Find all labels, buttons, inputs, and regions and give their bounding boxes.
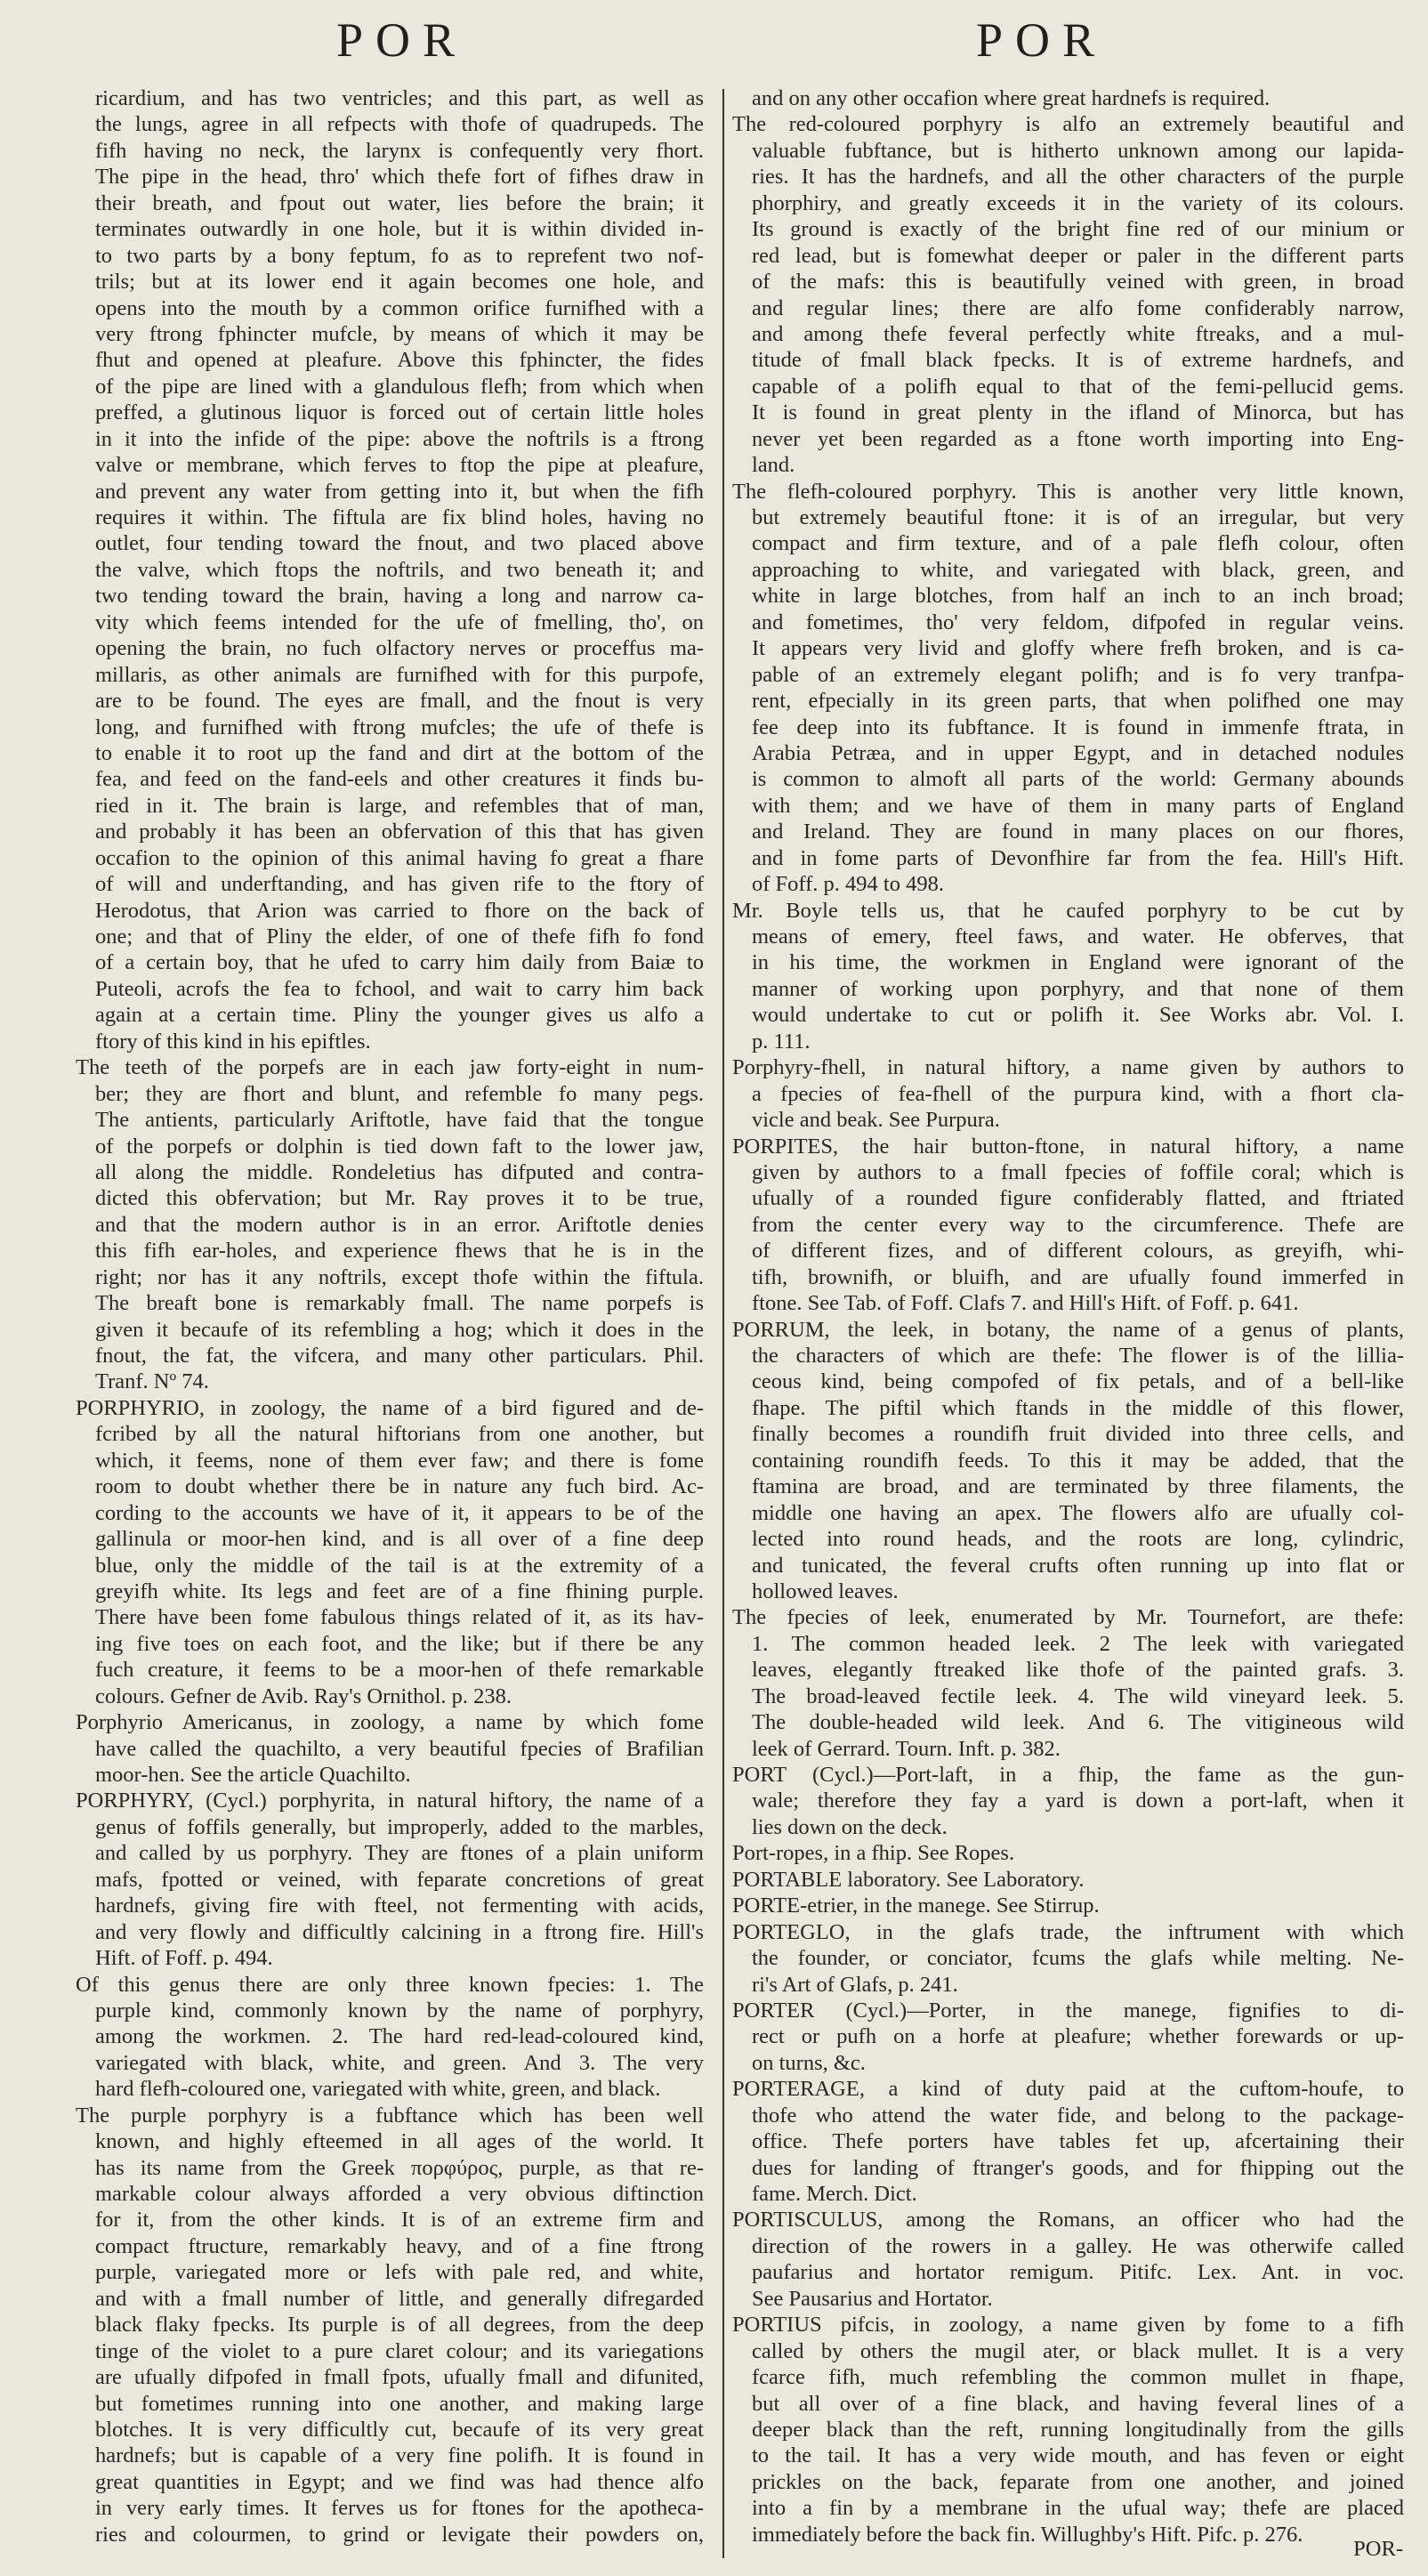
text-line: genus of foffils generally, but improperly, added to the marbles, <box>95 1814 704 1839</box>
text-line: PORTISCULUS, among the Romans, an officer who had the <box>732 2208 1404 2233</box>
text-line: very ftrong fphincter mufcle, by means of which it may be <box>95 321 704 346</box>
text-line: of the pipe are lined with a glandulous flefh; from which when <box>95 374 704 399</box>
text-line: has its name from the Greek πορφύρος, purple, as that re- <box>95 2155 704 2180</box>
text-line: great quantities in Egypt; and we find was had thence alfo <box>95 2469 704 2494</box>
text-line: given it becaufe of its refembling a hog; which it does in the <box>95 1317 704 1342</box>
text-line: opens into the mouth by a common orifice furnifhed with a <box>95 295 704 320</box>
text-line: known, and highly efteemed in all ages of the world. It <box>95 2129 704 2154</box>
text-line: two tending toward the brain, having a long and narrow ca- <box>95 584 704 609</box>
entry-paragraph <box>76 1972 704 2103</box>
text-line: ftamina are broad, and are terminated by three filaments, the <box>752 1474 1404 1499</box>
text-line: PORPHYRY, (Cycl.) porphyrita, in natural hiftory, the name of a <box>76 1789 704 1813</box>
text-line: PORTABLE laboratory. See Laboratory. <box>732 1867 1085 1892</box>
entry-paragraph <box>732 1762 1404 1840</box>
text-line: and probably it has been an obfervation of this that has given <box>95 820 704 844</box>
text-line: ing five toes on each foot, and the like; but if there be any <box>95 1631 704 1656</box>
text-line: The flefh-coloured porphyry. This is another very little known, <box>732 479 1404 504</box>
text-line: ries. It has the hardnefs, and all the other characters of the purple <box>752 165 1404 190</box>
text-line: to enable it to root up the fand and dirt at the bottom of the <box>95 740 704 765</box>
text-line: fhape. The piftil which ftands in the middle of this flower, <box>752 1395 1404 1420</box>
text-line: thofe who attend the water fide, and belong to the package- <box>752 2103 1404 2128</box>
text-line: PORT (Cycl.)—Port-laft, in a fhip, the fame as the gun- <box>732 1763 1404 1787</box>
entry-paragraph <box>95 85 704 1054</box>
text-line: paufarius and hortator remigum. Pitifc. Lex. Ant. in voc. <box>752 2260 1404 2285</box>
text-line: Puteoli, acrofs the fea to fchool, and wait to carry him back <box>95 976 704 1001</box>
text-line: ceous kind, being compofed of fix petals, and of a bell-like <box>752 1369 1404 1394</box>
text-line: vity which feems intended for the ufe of fmelling, tho', on <box>95 610 704 634</box>
entry-paragraph <box>76 1395 704 1709</box>
text-line: manner of working upon porphyry, and that none of them <box>752 976 1404 1001</box>
text-line: PORPHYRIO, in zoology, the name of a bird figured and de- <box>76 1395 704 1420</box>
text-line: ftory of this kind in his epiftles. <box>95 1029 371 1054</box>
text-line: ftone. See Tab. of Foff. Clafs 7. and Hill's Hift. of Foff. p. 641. <box>752 1291 1299 1316</box>
text-line: fcarce fifh, much refembling the common mullet in fhape, <box>752 2365 1404 2390</box>
text-line: and in fome parts of Devonfhire far from the fea. Hill's Hift. <box>752 845 1404 870</box>
text-line: which, it feems, none of them ever faw; and there is fome <box>95 1448 704 1473</box>
text-line: lies down on the deck. <box>752 1814 948 1839</box>
text-line: cording to the accounts we have of it, it appears to be of the <box>95 1500 704 1525</box>
entry-paragraph <box>732 1134 1404 1317</box>
text-line: PORRUM, the leek, in botany, the name of a genus of plants, <box>732 1317 1404 1342</box>
text-line: fea, and feed on the fand-eels and other creatures it finds bu- <box>95 767 704 792</box>
text-line: their breath, and fpout out water, lies before the brain; it <box>95 190 704 215</box>
text-line: direction of the rowers in a galley. He was otherwife called <box>752 2233 1404 2258</box>
text-line: red lead, but is fomewhat deeper or paler in the different parts <box>752 243 1404 268</box>
text-line: preffed, a glutinous liquor is forced out of certain little holes <box>95 400 704 425</box>
text-line: given by authors to a fmall fpecies of foffile coral; which is <box>752 1159 1404 1184</box>
text-line: black flaky fpecks. Its purple is of all degrees, from the deep <box>95 2313 704 2338</box>
text-line: ricardium, and has two ventricles; and this part, as well as <box>95 86 704 110</box>
text-line: phorphiry, and greatly exceeds it in the variety of its colours. <box>752 190 1404 215</box>
text-line: the lungs, agree in all refpects with thofe of quadrupeds. The <box>95 112 704 137</box>
text-line: Its ground is exactly of the bright fine red of our minium or <box>752 217 1404 242</box>
text-line: would undertake to cut or polifh it. See Works abr. Vol. I. <box>752 1003 1404 1028</box>
text-line: Herodotus, that Arion was carried to fhore on the back of <box>95 898 704 923</box>
text-line: and called by us porphyry. They are ftones of a plain uniform <box>95 1841 704 1866</box>
text-line: See Pausarius and Hortator. <box>752 2286 993 2311</box>
text-line: purple, variegated more or lefs with pale red, and white, <box>95 2260 704 2285</box>
text-line: in his time, the workmen in England were ignorant of the <box>752 950 1404 975</box>
text-line: blotches. It is very difficultly cut, becaufe of its very great <box>95 2417 704 2442</box>
text-line: It appears very livid and gloffy where frefh broken, and is ca- <box>752 636 1404 661</box>
text-line: the founder, or conciator, fcums the glafs while melting. Ne- <box>752 1946 1404 1971</box>
text-line: land. <box>752 453 795 478</box>
text-line: leek of Gerrard. Tourn. Inft. p. 382. <box>752 1736 1061 1761</box>
text-line: have called the quachilto, a very beautiful fpecies of Brafilian <box>95 1736 704 1761</box>
text-line: lected into round heads, and the roots are long, cylindric, <box>752 1527 1404 1552</box>
entry-paragraph <box>732 479 1404 898</box>
text-line: compact and firm texture, and of a pale flefh colour, often <box>752 531 1404 556</box>
text-line: mafs, fpotted or veined, with feparate concretions of great <box>95 1867 704 1892</box>
text-line: Arabia Petræa, and in upper Egypt, and in detached nodules <box>752 740 1404 765</box>
text-line: of will and underftanding, and has given rife to the ftory of <box>95 872 704 897</box>
text-line: but extremely beautiful ftone: it is of an irregular, but very <box>752 505 1404 529</box>
text-line: tifh, brownifh, or bluifh, and are ufually found immerfed in <box>752 1264 1404 1289</box>
column-divider <box>722 89 724 2558</box>
text-line: Porphyry-fhell, in natural hiftory, a name given by authors to <box>732 1055 1404 1080</box>
text-line: and Ireland. They are found in many places on our fhores, <box>752 820 1404 844</box>
text-line: but all over of a fine black, and having feveral lines of a <box>752 2391 1404 2416</box>
text-line: of Foff. p. 494 to 498. <box>752 872 944 897</box>
text-line: long, and furnifhed with ftrong mufcles; the ufe of thefe is <box>95 715 704 739</box>
entry-paragraph <box>732 1893 1404 1918</box>
text-line: room to doubt whether there be in nature any fuch bird. Ac- <box>95 1474 704 1499</box>
text-line: to two parts by a bony feptum, fo as to reprefent two nof- <box>95 243 704 268</box>
text-line: means of emery, fteel faws, and water. He obferves, that <box>752 925 1404 949</box>
text-line: and fometimes, tho' very feldom, difpofed in regular veins. <box>752 610 1404 634</box>
text-line: fnout, the fat, the vifcera, and many other particulars. Phil. <box>95 1344 704 1368</box>
text-line: Port-ropes, in a fhip. See Ropes. <box>732 1841 1015 1866</box>
text-line: outlet, four tending toward the fnout, and two placed above <box>95 531 704 556</box>
text-line: called by others the mugil ater, or black mullet. It is a very <box>752 2338 1404 2363</box>
text-line: are ufually difpofed in fmall fpots, ufually fmall and difunited, <box>95 2365 704 2390</box>
text-line: The red-coloured porphyry is alfo an extremely beautiful and <box>732 112 1404 137</box>
text-line: of the mafs: this is beautifully veined with green, in broad <box>752 270 1404 295</box>
running-head-right: POR <box>976 13 1108 67</box>
text-line: Tranf. Nº 74. <box>95 1369 209 1394</box>
entry-paragraph <box>732 2312 1404 2548</box>
text-line: and that the modern author is in an error. Ariftotle denies <box>95 1212 704 1237</box>
text-line: wale; therefore they fay a yard is down a port-laft, when it <box>752 1789 1404 1813</box>
text-line: PORTIUS pifcis, in zoology, a name given by fome to a fifh <box>732 2313 1404 2338</box>
text-line: of different fizes, and of different colours, as greyifh, whi- <box>752 1239 1404 1264</box>
text-line: but fometimes running into one another, and making large <box>95 2391 704 2416</box>
text-line: into a fin by a membrane in the ufual way; thefe are placed <box>752 2496 1404 2521</box>
text-line: PORTER (Cycl.)—Porter, in the manege, fignifies to di- <box>732 1998 1404 2023</box>
text-line: from the center every way to the circumference. Thefe are <box>752 1212 1404 1237</box>
text-line: tinge of the violet to a pure claret colour; and its variegations <box>95 2338 704 2363</box>
entry-paragraph <box>76 2103 704 2548</box>
entry-paragraph <box>732 1867 1404 1893</box>
text-line: ber; they are fhort and blunt, and refemble fo many pegs. <box>95 1081 704 1106</box>
text-line: vicle and beak. See Purpura. <box>752 1108 1000 1133</box>
running-head-left: POR <box>336 13 468 67</box>
text-line: deeper black than the reft, running longitudinally from the gills <box>752 2417 1404 2442</box>
text-line: finally becomes a roundifh fruit divided into three cells, and <box>752 1422 1404 1447</box>
text-line: p. 111. <box>752 1029 811 1054</box>
text-line: moor-hen. See the article Quachilto. <box>95 1763 411 1787</box>
left-column <box>76 85 704 2548</box>
text-line: 1. The common headed leek. 2 The leek with variegated <box>752 1631 1404 1656</box>
text-line: and on any other occafion where great hardnefs is required. <box>752 86 1271 110</box>
text-line: to the tail. It has a very wide mouth, and has feven or eight <box>752 2443 1404 2468</box>
text-line: never yet been regarded as a ftone worth importing into Eng- <box>752 426 1404 451</box>
text-line: ries and colourmen, to grind or levigate their powders on, <box>95 2522 704 2547</box>
entry-paragraph <box>732 1604 1404 1762</box>
text-line: fame. Merch. Dict. <box>752 2182 917 2206</box>
text-line: opening the brain, no fuch olfactory nerves or proceffus ma- <box>95 636 704 661</box>
text-line: PORTEGLO, in the glafs trade, the inftrument with which <box>732 1919 1404 1944</box>
text-line: The pipe in the head, thro' which thefe fort of fifhes draw in <box>95 165 704 190</box>
text-line: hardnefs, giving fire with fteel, not fermenting with acids, <box>95 1894 704 1918</box>
text-line: right; nor has it any noftrils, except thofe within the fiftula. <box>95 1264 704 1289</box>
text-line: hardnefs; but is capable of a very fine polifh. It is found in <box>95 2443 704 2468</box>
text-line: and prevent any water from getting into it, but when the fifh <box>95 479 704 504</box>
text-line: on turns, &c. <box>752 2050 866 2075</box>
text-line: compact ftructure, remarkably heavy, and of a fine ftrong <box>95 2233 704 2258</box>
text-line: ufually of a rounded figure confiderably flatted, and ftriated <box>752 1186 1404 1211</box>
text-line: fee deep into its fubftance. It is found in immenfe ftrata, in <box>752 715 1404 739</box>
text-line: in very early times. It ferves us for ftones for the apotheca- <box>95 2496 704 2521</box>
text-line: and regular lines; there are alfo fome confiderably narrow, <box>752 295 1404 320</box>
text-line: are to be found. The eyes are fmall, and the fnout is very <box>95 689 704 714</box>
text-line: occafion to the opinion of this animal having fo great a fhare <box>95 845 704 870</box>
entry-paragraph <box>732 1317 1404 1605</box>
text-line: dues for landing of ftranger's goods, and for fhipping out the <box>752 2155 1404 2180</box>
text-line: greyifh white. Its legs and feet are of a fine fhining purple. <box>95 1579 704 1603</box>
text-line: the characters of which are thefe: The flower is of the lillia- <box>752 1344 1404 1368</box>
text-line: gallinula or moor-hen kind, and is all over of a fine deep <box>95 1527 704 1552</box>
entry-paragraph <box>732 111 1404 478</box>
text-line: of a certain boy, that he ufed to carry him daily from Baiæ to <box>95 950 704 975</box>
text-line: Porphyrio Americanus, in zoology, a name by which fome <box>76 1710 704 1735</box>
text-line: is common to almoft all parts of the world: Germany abounds <box>752 767 1404 792</box>
text-line: requires it within. The fiftula are fix blind holes, having no <box>95 505 704 529</box>
text-line: The fpecies of leek, enumerated by Mr. Tournefort, are thefe: <box>732 1605 1404 1630</box>
text-line: and among thefe feveral perfectly white ftreaks, and a mul- <box>752 321 1404 346</box>
entry-paragraph <box>76 1709 704 1788</box>
text-line: office. Thefe porters have tables fet up, afcertaining their <box>752 2129 1404 2154</box>
text-line: The purple porphyry is a fubftance which has been well <box>76 2103 704 2128</box>
text-line: The broad-leaved fectile leek. 4. The wild vineyard leek. 5. <box>752 1684 1404 1708</box>
text-line: trils; but at its lower end it again becomes one hole, and <box>95 270 704 295</box>
text-line: PORTE-etrier, in the manege. See Stirrup. <box>732 1894 1100 1918</box>
text-line: Of this genus there are only three known fpecies: 1. The <box>76 1972 704 1997</box>
text-line: variegated with black, white, and green. And 3. The very <box>95 2050 704 2075</box>
text-line: dicted this obfervation; but Mr. Ray proves it to be true, <box>95 1186 704 1211</box>
text-line: ried in it. The brain is large, and refembles that of man, <box>95 793 704 818</box>
text-line: this fifh ear-holes, and experience fhews that he is in the <box>95 1239 704 1264</box>
text-line: rect or pufh on a horfe at pleafure; whether forewards or up- <box>752 2024 1404 2049</box>
text-line: blue, only the middle of the tail is at the extremity of a <box>95 1553 704 1578</box>
text-line: colours. Gefner de Avib. Ray's Ornithol. p. 238. <box>95 1684 512 1708</box>
entry-paragraph <box>732 898 1404 1055</box>
text-line: The breaft bone is remarkably fmall. The name porpefs is <box>95 1291 704 1316</box>
text-line: capable of a polifh equal to that of the femi-pellucid gems. <box>752 374 1404 399</box>
text-line: leaves, elegantly ftreaked like thofe of the painted grafs. 3. <box>752 1658 1404 1683</box>
text-line: PORTERAGE, a kind of duty paid at the cuftom-houfe, to <box>732 2077 1404 2102</box>
text-line: fhut and opened at pleafure. Above this fphincter, the fides <box>95 348 704 373</box>
text-line: Hift. of Foff. p. 494. <box>95 1946 273 1971</box>
text-line: one; and that of Pliny the elder, of one of thefe fifh fo fond <box>95 925 704 949</box>
entry-paragraph <box>732 1998 1404 2076</box>
text-line: white in large blotches, from half an inch to an inch broad; <box>752 584 1404 609</box>
entry-paragraph <box>752 85 1404 111</box>
text-line: terminates outwardly in one hole, but it is within divided in- <box>95 217 704 242</box>
text-line: It is found in great plenty in the ifland of Minorca, but has <box>752 400 1404 425</box>
text-line: Mr. Boyle tells us, that he caufed porphyry to be cut by <box>732 898 1404 923</box>
text-line: The teeth of the porpefs are in each jaw forty-eight in num- <box>76 1055 704 1080</box>
text-line: fuch creature, it feems to be a moor-hen of thefe remarkable <box>95 1658 704 1683</box>
entry-paragraph <box>76 1788 704 1971</box>
text-line: immediately before the back fin. Willughby's Hift. Pifc. p. 276. <box>752 2522 1303 2547</box>
text-line: and tunicated, the feveral crufts often running up into flat or <box>752 1553 1404 1578</box>
entry-paragraph <box>732 2076 1404 2207</box>
text-line: a fpecies of fea-fhell of the purpura kind, with a fhort cla- <box>752 1081 1404 1106</box>
text-line: millaris, as other animals are furnifhed with for this purpofe, <box>95 662 704 687</box>
text-line: all along the middle. Rondeletius has difputed and contra- <box>95 1159 704 1184</box>
text-line: and very flowly and difficultly calcining in a ftrong fire. Hill's <box>95 1919 704 1944</box>
text-line: titude of fmall black fpecks. It is of extreme hardnefs, and <box>752 348 1404 373</box>
text-line: of the porpefs or dolphin is tied down faft to the lower jaw, <box>95 1134 704 1159</box>
text-line: in it into the infide of the pipe: above the noftrils is a ftrong <box>95 426 704 451</box>
entry-paragraph <box>732 1919 1404 1998</box>
text-line: again at a certain time. Pliny the younger gives us alfo a <box>95 1003 704 1028</box>
catchword: POR- <box>1353 2537 1403 2561</box>
text-line: There have been fome fabulous things related of it, as its hav- <box>95 1605 704 1630</box>
text-line: valve or membrane, which ferves to ftop the pipe at pleafure, <box>95 453 704 478</box>
text-line: The antients, particularly Ariftotle, have faid that the tongue <box>95 1108 704 1133</box>
entry-paragraph <box>732 1054 1404 1133</box>
entry-paragraph <box>76 1054 704 1395</box>
text-line: among the workmen. 2. The hard red-lead-coloured kind, <box>95 2024 704 2049</box>
entry-paragraph <box>732 1840 1404 1866</box>
text-line: ri's Art of Glafs, p. 241. <box>752 1972 958 1997</box>
text-line: with them; and we have of them in many parts of England <box>752 793 1404 818</box>
text-line: and with a fmall number of little, and generally difregarded <box>95 2286 704 2311</box>
text-line: for it, from the other kinds. It is of an extreme firm and <box>95 2208 704 2233</box>
text-line: valuable fubftance, but is hitherto unknown among our lapida- <box>752 138 1404 163</box>
text-line: the valve, which ftops the noftrils, and two beneath it; and <box>95 557 704 582</box>
text-line: fcribed by all the natural hiftorians from one another, but <box>95 1422 704 1447</box>
right-column <box>732 85 1404 2548</box>
text-line: hard flefh-coloured one, variegated with white, green, and black. <box>95 2077 661 2102</box>
text-line: containing roundifh feeds. To this it may be added, that the <box>752 1448 1404 1473</box>
text-line: fifh having no neck, the larynx is confequently very fhort. <box>95 138 704 163</box>
text-line: pable of an extremely elegant polifh; and is fo very tranfpa- <box>752 662 1404 687</box>
text-line: purple kind, commonly known by the name of porphyry, <box>95 1998 704 2023</box>
text-line: markable colour always afforded a very obvious diftinction <box>95 2182 704 2206</box>
text-line: rent, efpecially in its green parts, that when polifhed one may <box>752 689 1404 714</box>
text-line: middle one having an apex. The flowers alfo are ufually col- <box>752 1500 1404 1525</box>
text-line: PORPITES, the hair button-ftone, in natural hiftory, a name <box>732 1134 1404 1159</box>
text-line: prickles on the back, feparate from one another, and joined <box>752 2469 1404 2494</box>
entry-paragraph <box>732 2207 1404 2312</box>
text-line: The double-headed wild leek. And 6. The vitigineous wild <box>752 1710 1404 1735</box>
text-line: approaching to white, and variegated with black, green, and <box>752 557 1404 582</box>
text-line: hollowed leaves. <box>752 1579 899 1603</box>
